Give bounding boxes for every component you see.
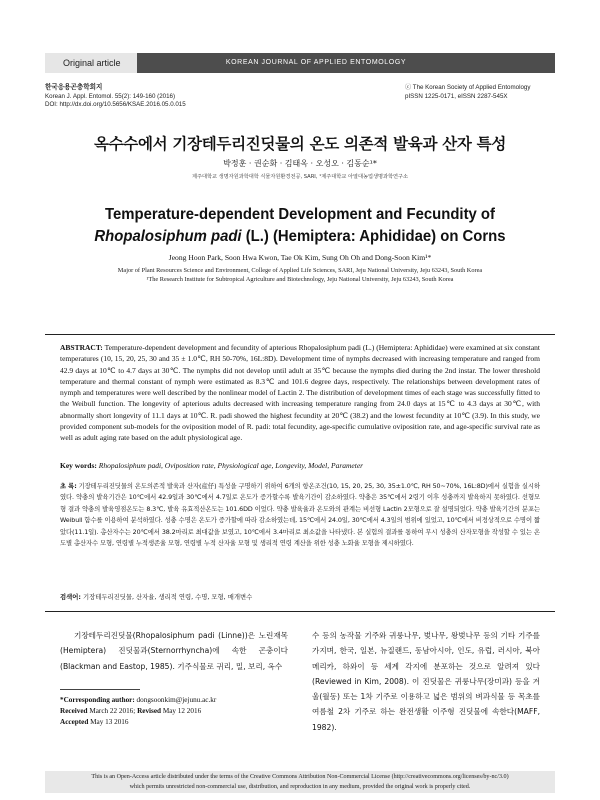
english-title-line2 bbox=[21, 226, 579, 248]
body-column-right: 수 등의 농작물 기주와 귀룽나무, 벚나무, 왕벚나무 등의 기타 기주를 가지며, 한국, 일본, 뉴질랜드, 동남아시아, 인도, 유럽, 러시아, 북아메리카, 하와이 등 세계 각지에 분포하는 것으로 알려져 있다(Reviewed in Kim, 2008). 이 진딧물은 귀룽나무(장미과) 등을 겨울(월동) 또는 1차 기주로 이용하고 넓은 범위의 벼과식물 등 목초를 여름철 2차 기주로 하는 완전생활 이주형 진딧물에 속한다(MAFF, 1982). bbox=[312, 631, 540, 732]
accepted-date: May 13 2016 bbox=[90, 718, 129, 726]
korean-keywords-label: 검색어: bbox=[60, 594, 81, 601]
doi-link[interactable]: DOI: http://dx.doi.org/10.5656/KSAE.2016.05.0.015 bbox=[45, 101, 186, 109]
english-affiliations bbox=[0, 266, 600, 284]
affiliation-2: ¹The Research Institute for Subtropical Agriculture and Biotechnology, Jeju National University, Jeju 63243, South Korea bbox=[146, 276, 454, 283]
journal-header-bar bbox=[45, 53, 555, 73]
society-block bbox=[405, 84, 555, 101]
abstract bbox=[60, 342, 540, 444]
keywords-label: Key words: bbox=[60, 461, 97, 470]
revised-date: May 12 2016 bbox=[162, 707, 202, 715]
english-title bbox=[21, 204, 579, 248]
keywords-text: Rhopalosiphum padi, Oviposition rate, Physiological age, Longevity, Model, Parameter bbox=[98, 461, 364, 470]
corresponding-email[interactable]: dongsoonkim@jejunu.ac.kr bbox=[136, 696, 217, 704]
citation-block bbox=[45, 84, 186, 110]
korean-abstract bbox=[60, 481, 540, 549]
received-label: Received bbox=[60, 707, 88, 715]
corresponding-author bbox=[60, 695, 288, 706]
korean-keywords bbox=[60, 593, 540, 603]
divider-bottom bbox=[45, 611, 555, 612]
body-column-left: 기장테두리진딧물(Rhopalosiphum padi (Linne))은 노린재목(Hemiptera) 진딧물과(Sternorrhyncha)에 속한 곤충이다(Blackman and Eastop, 1985). 기주식물로 귀리, 밀, 보리, 옥수 bbox=[60, 631, 288, 671]
english-authors: Jeong Hoon Park, Soon Hwa Kwon, Tae Ok Kim, Sung Oh Oh and Dong-Soon Kim¹* bbox=[168, 253, 432, 262]
english-title-line2-rest: (L.) (Hemiptera: Aphididae) on Corns bbox=[241, 228, 506, 245]
corresponding-label: *Corresponding author: bbox=[60, 696, 135, 704]
korean-abstract-label: 초 록: bbox=[60, 483, 77, 490]
article-type-label: Original article bbox=[45, 53, 137, 73]
korean-abstract-text: 기장테두리진딧물의 온도의존적 발육과 산자(産仔) 특성을 구명하기 위하여 6개의 항온조건(10, 15, 20, 25, 30, 35±1.0℃, RH 50~70%, 16L:8D)에서 실험을 실시하였다. 약충의 발육기간은 10℃에서 42.9일과 30℃에서 4.7일로 온도가 증가할수록 발육기간이 감소하였다. 약충은 35℃에서 2령기 이후 성충까지 발육하지 못하였다. 선형모형 결과 약충의 발육영점온도는 8.3℃, 발육 유효적산온도는 101.6DD 이었다. 약충 발육율과 온도와의 관계는 비선형 Lactin 2모형으로 잘 설명되었다. 약충 발육기간의 분포는 Weibull 함수를 이용하여 분석하였다. 성충 수명은 온도가 증가할에 따라 감소하였는데, 15℃에서 24.0일, 30℃에서 4.3일의 범위에 있었고, 10℃에서 비정상적으로 수명이 짧았다(11.1일). 총산자수는 20℃에서 38.2마리로 최대값을 보였고, 10℃에서 3.4마리로 최소값을 나타냈다. 본 실험의 결과를 통하여 무시 성충의 산자모형을 작성할 수 있는 온도별 총산자수 모형, 연령별 누적생존율 모형, 연령별 누적 산자율 모형 및 생리적 연령 계산을 위한 성충 노화율 모형을 제시하였다. bbox=[60, 483, 540, 548]
abstract-label: ABSTRACT: bbox=[60, 343, 103, 352]
received-line bbox=[60, 706, 288, 717]
footnote-divider bbox=[60, 689, 140, 690]
divider-top bbox=[45, 334, 555, 335]
journal-banner: KOREAN JOURNAL OF APPLIED ENTOMOLOGY bbox=[137, 53, 555, 73]
english-title-line1: Temperature-dependent Development and Fecundity of bbox=[105, 206, 495, 223]
journal-name-korean: 한국응용곤충학회지 bbox=[45, 84, 103, 91]
license-box bbox=[45, 771, 555, 793]
species-name: Rhopalosiphum padi bbox=[94, 228, 242, 245]
received-date: March 22 2016; bbox=[89, 707, 136, 715]
volume-line: Korean J. Appl. Entomol. 55(2): 149-160 (2016) bbox=[45, 92, 176, 100]
revised-label: Revised bbox=[137, 707, 162, 715]
korean-keywords-text: 기장테두리진딧물, 산자율, 생리적 연령, 수명, 모형, 매개변수 bbox=[82, 594, 253, 601]
korean-affiliation: 제주대학교 생명자원과학대학 식물자원환경전공, SARI, ¹제주대학교 아열대농업생명과학연구소 bbox=[191, 174, 409, 180]
affiliation-1: Major of Plant Resources Science and Environment, College of Applied Life Sciences, SARI, Jeju National University, Jeju 63243, South Korea bbox=[117, 267, 483, 274]
keywords bbox=[60, 461, 540, 471]
abstract-text: Temperature-dependent development and fecundity of apterious Rhopalosiphum padi (L.) (Hemiptera: Aphididae) were examined at six constant temperatures (10, 15, 20, 25, 30 and 35 ± 1.0℃, RH 50-70%, 16L:8D). Development time of nymphs decreased with increasing temperature and ranged from 42.9 days at 10℃ to 4.7 days at 30℃. The nymphs did not develop until adult at 35℃ because the nymphs died during the 2nd instar. The lower threshold temperature and thermal constant of nymph were estimated as 8.3℃ and 101.6 degree days, respectively. The relationships between development rates of nymph and temperatures were well described by the nonlinear model of Lactin 2. The distribution of development times of each stage was successfully fitted to the Weibull function. The longevity of apterious adults decreased with increasing temperature ranging from 24.0 days at 15℃ to 4.3 days at 30℃, with abnormally short longevity of 11.1 days at 10℃. R. padi showed the highest fecundity at 20℃ (38.2) and the lowest fecundity at 10℃ (3.9). In this study, we provided component sub-models for the oviposition model of R. padi: total fecundity, age-specific cumulative oviposition rate, and age-specific survival rate as well as adult aging rate based on the adult physiological age. bbox=[60, 343, 540, 443]
license-line-2: which permits unrestricted non-commercial use, distribution, and reproduction in any medium, provided the original work is properly cited. bbox=[129, 783, 471, 790]
footnote bbox=[60, 695, 288, 728]
copyright-line: ⓒ The Korean Society of Applied Entomology bbox=[405, 84, 531, 91]
accepted-line bbox=[60, 717, 288, 728]
korean-authors: 박정훈 · 권순화 · 김태옥 · 오성오 · 김동순¹* bbox=[223, 159, 377, 168]
license-line-1: This is an Open-Access article distributed under the terms of the Creative Commons Attribution Non-Commercial License (http://creativecommons.org/licenses/by-nc/3.0) bbox=[91, 774, 509, 780]
accepted-label: Accepted bbox=[60, 718, 89, 726]
korean-title: 옥수수에서 기장테두리진딧물의 온도 의존적 발육과 산자 특성 bbox=[93, 135, 507, 153]
issn-line: pISSN 1225-0171, eISSN 2287-545X bbox=[405, 92, 508, 100]
